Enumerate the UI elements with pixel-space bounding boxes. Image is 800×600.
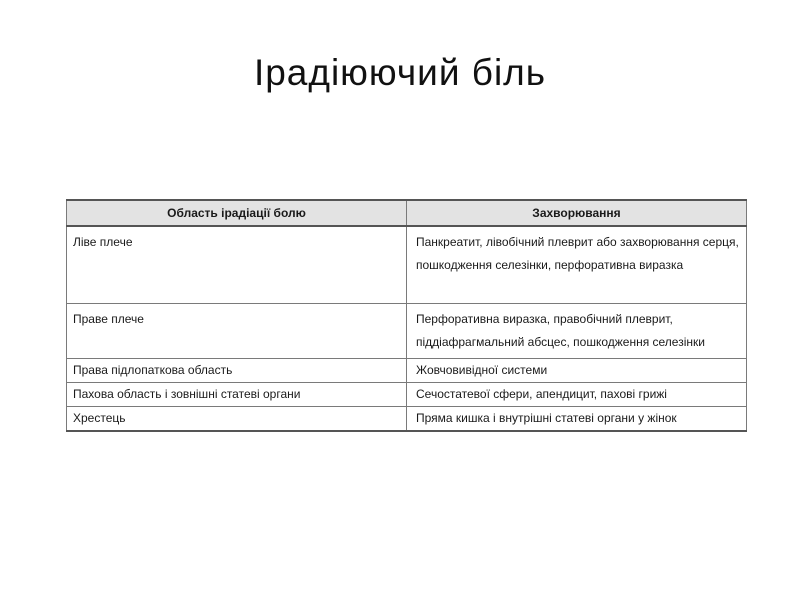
disease-cell: Панкреатит, лівобічний плеврит або захворювання серця, пошкодження селезінки, перфоративна виразка: [407, 226, 747, 303]
region-cell: Ліве плече: [67, 226, 407, 303]
region-cell: Пахова область і зовнішні статеві органи: [67, 382, 407, 406]
region-cell: Хрестець: [67, 406, 407, 431]
disease-cell: Жовчовивідної системи: [407, 358, 747, 382]
radiation-table: [66, 199, 747, 432]
disease-cell: Сечостатевої сфери, апендицит, пахові грижі: [407, 382, 747, 406]
table-row: [67, 358, 747, 382]
table-row: [67, 303, 747, 358]
region-cell: Праве плече: [67, 303, 407, 358]
slide-title: Ірадіюючий біль: [253, 52, 547, 93]
region-cell: Права підлопаткова область: [67, 358, 407, 382]
disease-cell: Пряма кишка і внутрішні статеві органи у жінок: [407, 406, 747, 431]
table-row: [67, 406, 747, 431]
table-header-row: [67, 200, 747, 226]
header-disease: Захворювання: [407, 200, 747, 226]
header-region: Область ірадіації болю: [67, 200, 407, 226]
disease-cell: Перфоративна виразка, правобічний плеврит, піддіафрагмальний абсцес, пошкодження селезінки: [407, 303, 747, 358]
table-row: [67, 226, 747, 303]
table-row: [67, 382, 747, 406]
